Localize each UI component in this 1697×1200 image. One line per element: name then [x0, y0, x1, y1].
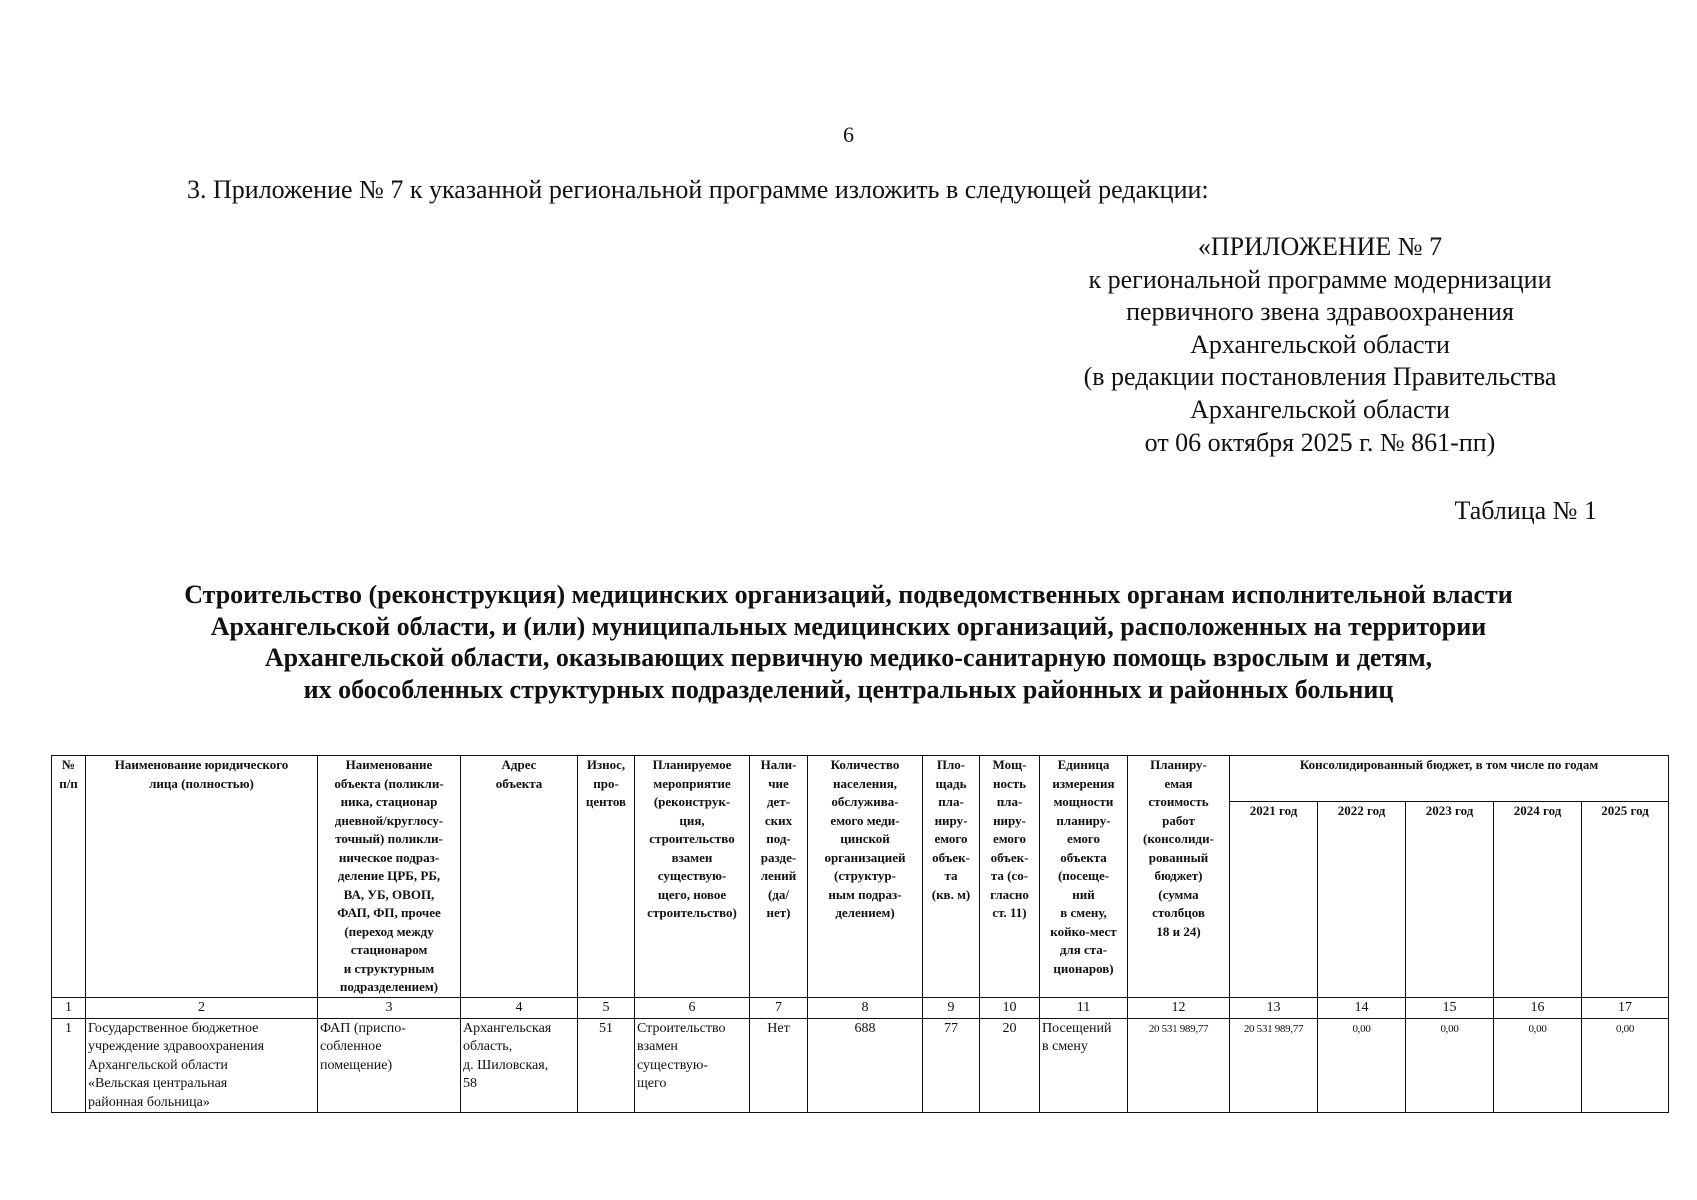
cell-line: объек- [932, 849, 970, 865]
cell-line: взамен [671, 849, 713, 865]
cell-line: щего, новое [657, 886, 727, 902]
cell-line: помещение) [320, 1057, 393, 1073]
cell-line: Пло- [936, 757, 966, 772]
cell-line: точный) поликли- [335, 831, 443, 846]
cell-line: емого меди- [830, 812, 900, 828]
cell-year-2021: 20 531 989,77 [1230, 1018, 1318, 1113]
cell-line: ниру- [934, 812, 968, 828]
cell-line: ст. 11) [992, 905, 1027, 920]
cell-line: ФАП (приспо- [320, 1020, 406, 1036]
cell-line: ниру- [993, 812, 1026, 828]
cell-children-units: Нет [750, 1018, 808, 1113]
cell-line: емого [992, 831, 1027, 846]
cell-line: щего [637, 1076, 667, 1091]
cell-line: разде- [760, 849, 797, 865]
cell-line: нет) [766, 905, 791, 920]
cell-capacity-unit [1040, 1018, 1128, 1113]
cell-line: мощности [1053, 794, 1114, 809]
cell-line: деление ЦРБ, РБ, [337, 868, 441, 883]
header-budget-group: Консолидированный бюджет, в том числе по годам [1230, 756, 1669, 802]
cell-number: 1 [52, 1018, 86, 1113]
cell-line: объекта [1060, 849, 1107, 865]
approval-line: от 06 октября 2025 г. № 861-пп) [1144, 427, 1496, 457]
cell-line: щадь [935, 775, 967, 791]
cell-line: 58 [463, 1076, 477, 1091]
cell-line: обслужива- [831, 794, 899, 809]
cell-area: 77 [923, 1018, 980, 1113]
cell-line: существую- [657, 868, 727, 883]
column-number: 11 [1040, 997, 1128, 1018]
page-number: 6 [843, 122, 854, 147]
cell-line: Планиру- [1150, 757, 1207, 772]
table-row [52, 1018, 1669, 1113]
column-number: 17 [1582, 997, 1669, 1018]
cell-line: Единица [1057, 757, 1110, 772]
cell-line: объек- [990, 849, 1029, 865]
cell-line: ция, [679, 812, 705, 828]
cell-line: емая [1164, 775, 1193, 791]
cell-line: работ [1162, 812, 1195, 828]
title-line: их обособленных структурных подразделений, центральных районных и районных больниц [303, 674, 1394, 704]
cell-line: (реконструк- [653, 794, 731, 809]
cell-line: 18 и 24) [1156, 923, 1201, 939]
cell-line: стационаром [350, 942, 428, 957]
header-object-name [318, 756, 461, 998]
header-planned-event [635, 756, 750, 998]
cell-line: та [944, 868, 958, 883]
cell-line: Государственное бюджетное [88, 1020, 259, 1036]
column-number: 12 [1128, 997, 1230, 1018]
cell-line: (консолиди- [1143, 831, 1214, 846]
cell-line: подразделением) [339, 979, 439, 994]
cell-year-2022: 0,00 [1318, 1018, 1406, 1113]
cell-line: область, [463, 1039, 513, 1054]
title-line: Архангельской области, и (или) муниципальных медицинских организаций, расположенных на территории [210, 611, 1487, 641]
cell-line: ний [1072, 886, 1095, 902]
column-number: 3 [318, 997, 461, 1018]
table-title [60, 579, 1637, 705]
header-year: 2024 год [1494, 801, 1582, 997]
column-number: 5 [578, 997, 635, 1018]
cell-object-name [318, 1018, 461, 1113]
cell-line: Посещений [1042, 1020, 1112, 1036]
cell-line: рованный [1148, 849, 1209, 865]
cell-line: ность [992, 775, 1027, 791]
column-number: 15 [1406, 997, 1494, 1018]
cell-line: дет- [766, 794, 791, 809]
cell-line: объекта [495, 775, 543, 791]
header-planned-cost [1128, 756, 1230, 998]
header-address [461, 756, 578, 998]
cell-line: объекта (поликли- [334, 775, 444, 791]
cell-line: взамен [637, 1039, 678, 1054]
cell-population: 688 [808, 1018, 923, 1113]
cell-line: п/п [59, 775, 78, 791]
column-number: 9 [923, 997, 980, 1018]
cell-line: Архангельская [463, 1020, 552, 1036]
cell-line: № [61, 757, 76, 772]
intro-paragraph: 3. Приложение № 7 к указанной региональной программе изложить в следующей редакции: [187, 175, 1209, 204]
column-number: 2 [86, 997, 318, 1018]
cell-capacity: 20 [980, 1018, 1040, 1113]
cell-line: ФАП, ФП, прочее [337, 905, 441, 920]
cell-year-2025: 0,00 [1582, 1018, 1669, 1113]
header-population [808, 756, 923, 998]
cell-line: учреждение здравоохранения [88, 1039, 265, 1054]
header-capacity-unit [1040, 756, 1128, 998]
construction-table [51, 755, 1669, 1113]
column-numbers-row [52, 997, 1669, 1018]
approval-line: «ПРИЛОЖЕНИЕ № 7 [1197, 232, 1443, 261]
cell-line: Планируемое [652, 757, 732, 772]
cell-line: лений [760, 868, 797, 883]
cell-line: Архангельской области [88, 1057, 228, 1073]
approval-line: Архангельской области [1190, 329, 1450, 359]
header-capacity [980, 756, 1040, 998]
cell-line: собленное [320, 1039, 382, 1054]
column-number: 13 [1230, 997, 1318, 1018]
cell-line: про- [593, 775, 619, 791]
cell-line: столбцов [1152, 905, 1205, 920]
cell-year-2024: 0,00 [1494, 1018, 1582, 1113]
cell-line: лица (полностью) [149, 775, 254, 791]
cell-line: планиру- [1056, 812, 1111, 828]
cell-line: стоимость [1148, 794, 1209, 809]
cell-wear: 51 [578, 1018, 635, 1113]
cell-line: под- [766, 831, 791, 846]
cell-line: организацией [824, 849, 906, 865]
cell-line: Количество [830, 757, 900, 772]
approval-line: (в редакции постановления Правительства [1083, 362, 1557, 392]
column-number: 6 [635, 997, 750, 1018]
cell-line: строительство [649, 831, 735, 846]
cell-line: пла- [938, 794, 964, 809]
cell-line: строительство) [647, 905, 737, 920]
cell-line: Наименование [345, 757, 433, 772]
cell-line: пла- [996, 794, 1023, 809]
cell-org-name [86, 1018, 318, 1113]
cell-line: ника, стационар [340, 794, 438, 809]
header-year: 2023 год [1406, 801, 1494, 997]
cell-line: емого [934, 831, 968, 846]
cell-line: Нали- [760, 757, 797, 772]
cell-line: Мощ- [992, 757, 1027, 772]
header-number [52, 756, 86, 998]
column-number: 14 [1318, 997, 1406, 1018]
cell-line: Строительство [637, 1020, 726, 1036]
header-org-name [86, 756, 318, 998]
column-number: 7 [750, 997, 808, 1018]
cell-line: ционаров) [1053, 960, 1114, 976]
approval-block [1040, 231, 1600, 459]
cell-line: ным подраз- [828, 886, 902, 902]
cell-line: (да/ [767, 886, 790, 902]
approval-line: первичного звена здравоохранения [1126, 297, 1514, 327]
header-wear [578, 756, 635, 998]
cell-address [461, 1018, 578, 1113]
cell-line: Наименование юридического [114, 757, 289, 772]
cell-line: (переход между [344, 923, 434, 939]
column-number: 10 [980, 997, 1040, 1018]
cell-line: Износ, [586, 757, 626, 772]
cell-line: гласно [990, 886, 1029, 902]
header-year: 2022 год [1318, 801, 1406, 997]
title-line: Архангельской области, оказывающих первичную медико-санитарную помощь взрослым и детям, [264, 643, 1433, 672]
cell-line: (сумма [1158, 886, 1199, 902]
approval-line: к региональной программе модернизации [1088, 264, 1552, 294]
cell-line: существую- [637, 1057, 708, 1073]
cell-line: (кв. м) [931, 886, 971, 902]
cell-year-2023: 0,00 [1406, 1018, 1494, 1113]
cell-line: ВА, УБ, ОВОП, [343, 886, 435, 902]
cell-line: ническое подраз- [338, 849, 440, 865]
cell-line: мероприятие [653, 775, 731, 791]
cell-line: д. Шиловская, [463, 1057, 549, 1073]
cell-line: цинской [840, 831, 890, 846]
header-area [923, 756, 980, 998]
cell-line: для ста- [1059, 942, 1108, 957]
cell-line: ских [764, 812, 793, 828]
table-number: Таблица № 1 [1454, 496, 1597, 525]
cell-line: районная больница» [88, 1094, 210, 1110]
cell-line: измерения [1052, 775, 1115, 791]
cell-line: Адрес [501, 757, 537, 772]
cell-line: койко-мест [1050, 923, 1117, 939]
header-year: 2025 год [1582, 801, 1669, 997]
header-children-units [750, 756, 808, 998]
column-number: 4 [461, 997, 578, 1018]
cell-line: бюджет) [1154, 868, 1203, 883]
header-year: 2021 год [1230, 801, 1318, 997]
cell-planned-cost: 20 531 989,77 [1128, 1018, 1230, 1113]
cell-line: центов [585, 794, 627, 809]
cell-line: (посеще- [1057, 868, 1110, 883]
cell-planned-event [635, 1018, 750, 1113]
approval-line: Архангельской области [1190, 394, 1450, 424]
cell-line: та (со- [990, 868, 1029, 883]
cell-line: делением) [835, 905, 895, 920]
cell-line: населения, [832, 775, 898, 791]
cell-line: чие [768, 775, 789, 791]
cell-line: в смену [1042, 1039, 1088, 1054]
column-number: 16 [1494, 997, 1582, 1018]
cell-line: в смену, [1060, 905, 1107, 920]
cell-line: емого [1066, 831, 1101, 846]
cell-line: дневной/круглосу- [334, 812, 444, 828]
column-number: 8 [808, 997, 923, 1018]
cell-line: «Вельская центральная [88, 1076, 228, 1091]
column-number: 1 [52, 997, 86, 1018]
cell-line: и структурным [343, 960, 435, 976]
title-line: Строительство (реконструкция) медицинских организаций, подведомственных органам исполнительной власти [184, 580, 1513, 609]
cell-line: (структур- [834, 868, 896, 883]
